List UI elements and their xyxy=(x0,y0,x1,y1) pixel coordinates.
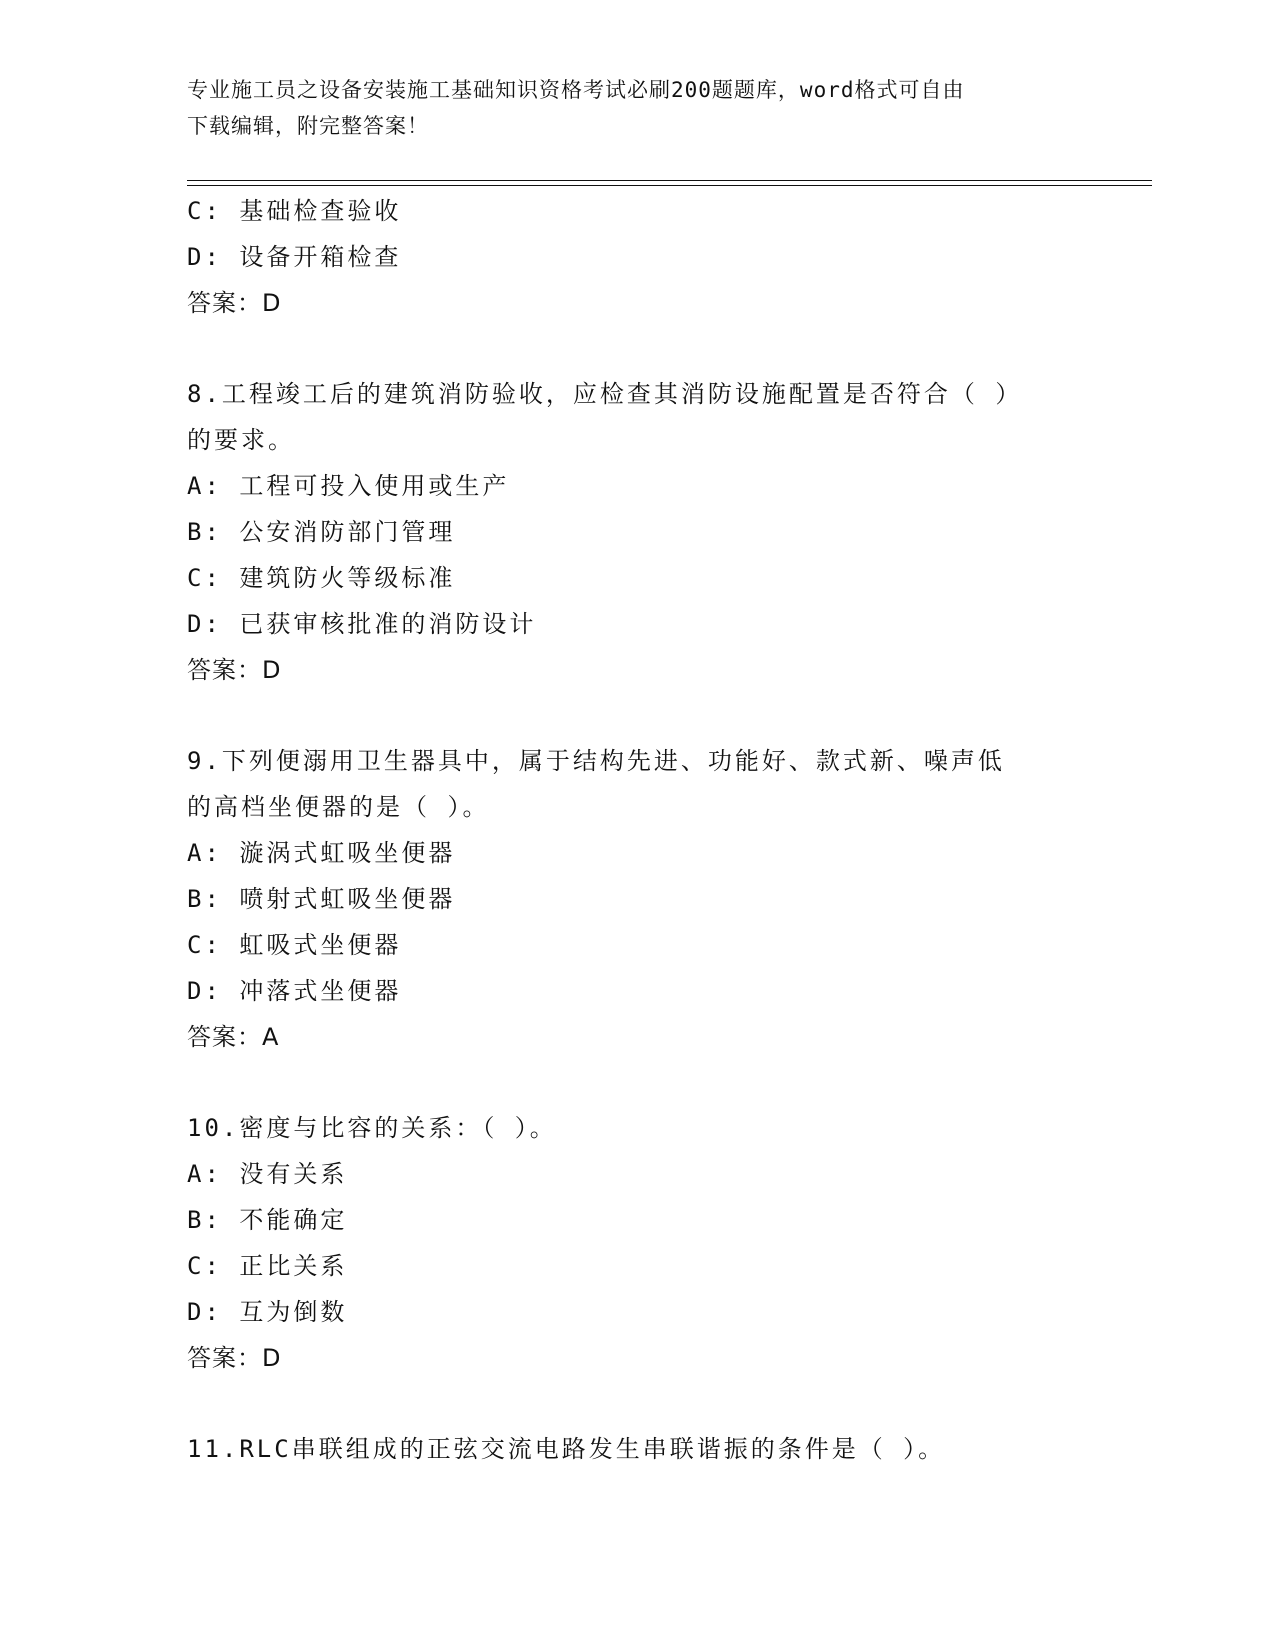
q8-stem-line-1: 8.工程竣工后的建筑消防验收，应检查其消防设施配置是否符合（ ） xyxy=(187,380,1023,408)
q9-stem-line-1: 9.下列便溺用卫生器具中，属于结构先进、功能好、款式新、噪声低 xyxy=(187,747,1005,775)
header-line-1: 专业施工员之设备安装施工基础知识资格考试必刷200题题库，word格式可自由 xyxy=(187,78,965,102)
question-list xyxy=(187,188,1087,1472)
q9-option-d: D: 冲落式坐便器 xyxy=(187,977,402,1005)
spacer xyxy=(187,693,1087,738)
q10-option-a: A: 没有关系 xyxy=(187,1160,348,1188)
spacer xyxy=(187,1060,1087,1105)
q8-option-a: A: 工程可投入使用或生产 xyxy=(187,472,510,500)
document-header xyxy=(187,72,1067,144)
question-8 xyxy=(187,371,1087,693)
q10-stem-line-1: 10.密度与比容的关系：（ ）。 xyxy=(187,1114,557,1142)
question-7 xyxy=(187,188,1087,326)
q8-option-d: D: 已获审核批准的消防设计 xyxy=(187,610,537,638)
q8-stem-line-2: 的要求。 xyxy=(187,426,295,454)
q10-answer: 答案：D xyxy=(187,1344,282,1372)
q10-option-d: D: 互为倒数 xyxy=(187,1298,348,1326)
q10-option-c: C: 正比关系 xyxy=(187,1252,348,1280)
q10-option-b: B: 不能确定 xyxy=(187,1206,348,1234)
header-line-2: 下载编辑，附完整答案！ xyxy=(187,114,429,138)
question-10 xyxy=(187,1105,1087,1381)
q9-stem-line-2: 的高档坐便器的是（ ）。 xyxy=(187,793,490,821)
q7-option-d: D: 设备开箱检查 xyxy=(187,243,402,271)
q9-option-b: B: 喷射式虹吸坐便器 xyxy=(187,885,456,913)
q8-option-c: C: 建筑防火等级标准 xyxy=(187,564,456,592)
question-9 xyxy=(187,738,1087,1060)
q11-stem-line-1: 11.RLC串联组成的正弦交流电路发生串联谐振的条件是（ ）。 xyxy=(187,1435,946,1463)
header-rule-top xyxy=(187,180,1152,181)
spacer xyxy=(187,1381,1087,1426)
q9-option-a: A: 漩涡式虹吸坐便器 xyxy=(187,839,456,867)
header-rule-bottom xyxy=(187,185,1152,186)
q9-answer: 答案：A xyxy=(187,1023,280,1051)
spacer xyxy=(187,326,1087,371)
question-11 xyxy=(187,1426,1087,1472)
q8-answer: 答案：D xyxy=(187,656,282,684)
q9-option-c: C: 虹吸式坐便器 xyxy=(187,931,402,959)
q7-option-c: C: 基础检查验收 xyxy=(187,197,402,225)
q8-option-b: B: 公安消防部门管理 xyxy=(187,518,456,546)
q7-answer: 答案：D xyxy=(187,289,282,317)
